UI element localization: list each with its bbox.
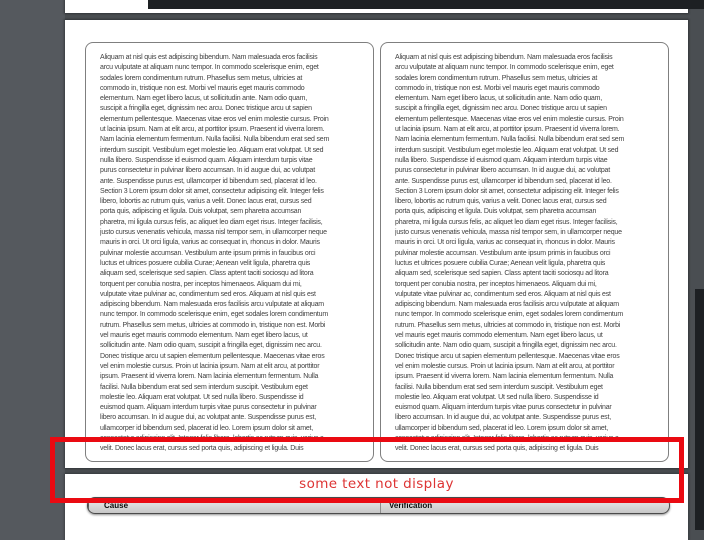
cause-label: Cause bbox=[104, 501, 129, 510]
text-column-right bbox=[380, 42, 669, 462]
current-page[interactable] bbox=[65, 20, 688, 468]
top-window-edge-bar bbox=[148, 0, 704, 9]
text-column-left bbox=[85, 42, 374, 462]
column-left-text: Aliquam at nisl quis est adipiscing bibendum. Nam malesuada eros facilisis arcu vulputate at aliquam nunc tempor. In commodo scelerisque enim, eget sodales lorem condimentum rutrum. Phasellus sem metus, ultricies at commodo in, tristique non est. Morbi vel mauris eget mauris commodo elementum. Nam eget libero lacus, ut sollicitudin ante. Nam odio quam, suscipit a fringilla eget, dignissim nec arcu. Donec tristique arcu ut sapien elementum pellentesque. Maecenas vitae eros vel enim molestie cursus. Proin ut lacinia ipsum. Nam at elit arcu, at porttitor ipsum. Praesent id viverra lorem. Nam lacinia elementum fermentum. Nulla facilisi. Nulla bibendum erat sed sem interdum suscipit. Vestibulum eget molestie leo. Aliquam erat volutpat. Ut sed nulla libero. Suspendisse id euismod quam. Aliquam interdum turpis vitae purus consectetur in pulvinar libero accumsan. In id augue dui, ac volutpat ante. Suspendisse purus est, ullamcorper id bibendum sed, placerat id leo. Section 3 Lorem ipsum dolor sit amet, consectetur adipiscing elit. Integer felis libero, lobortis ac rutrum quis, varius a velit. Donec lacus erat, cursus sed porta quis, adipiscing et ligula. Duis volutpat, sem pharetra accumsan pharetra, mi ligula cursus felis, ac aliquet leo diam eget risus. Integer facilisis, justo cursus venenatis vehicula, massa nisl tempor sem, in ullamcorper neque mauris in orci. Ut orci ligula, varius ac consequat in, rhoncus in dolor. Mauris pulvinar molestie accumsan. Vestibulum ante ipsum primis in faucibus orci luctus et ultrices posuere cubilia Curae; Aenean velit ligula, pharetra quis aliquam sed, scelerisque sed sapien. Class aptent taciti sociosqu ad litora torquent per conubia nostra, per inceptos himenaeos. Aliquam dui mi, vulputate vitae pulvinar ac, condimentum sed eros. Aliquam at nisl quis est adipiscing bibendum. Nam malesuada eros facilisis arcu vulputate at aliquam nunc tempor. In commodo scelerisque enim, eget sodales lorem condimentum rutrum. Phasellus sem metus, ultricies at commodo in, tristique non est. Morbi vel mauris eget mauris commodo elementum. Nam eget libero lacus, ut sollicitudin ante. Nam odio quam, suscipit a fringilla eget, dignissim nec arcu. Donec tristique arcu ut sapien elementum pellentesque. Maecenas vitae eros vel enim molestie cursus. Proin ut lacinia ipsum. Nam at elit arcu, at porttitor ipsum. Praesent id viverra lorem. Nam lacinia elementum fermentum. Nulla facilisi. Nulla bibendum erat sed sem interdum suscipit. Vestibulum eget molestie leo. Aliquam erat volutpat. Ut sed nulla libero. Suspendisse id euismod quam. Aliquam interdum turpis vitae purus consectetur in pulvinar libero accumsan. In id augue dui, ac volutpat ante. Suspendisse purus est, ullamcorper id bibendum sed, placerat id leo. Lorem ipsum dolor sit amet, consectetur adipiscing elit. Integer felis libero, lobortis ac rutrum quis, varius a velit. Donec lacus erat, cursus sed porta quis, adipiscing et ligula. Duis bbox=[100, 54, 330, 453]
right-window-edge-bar bbox=[695, 289, 704, 530]
verification-label: Verification bbox=[389, 501, 433, 510]
annotation-note-text: some text not display bbox=[299, 476, 454, 492]
annotation-rectangle bbox=[50, 437, 684, 503]
column-right-text: Aliquam at nisl quis est adipiscing bibendum. Nam malesuada eros facilisis arcu vulputate at aliquam nunc tempor. In commodo scelerisque enim, eget sodales lorem condimentum rutrum. Phasellus sem metus, ultricies at commodo in, tristique non est. Morbi vel mauris eget mauris commodo elementum. Nam eget libero lacus, ut sollicitudin ante. Nam odio quam, suscipit a fringilla eget, dignissim nec arcu. Donec tristique arcu ut sapien elementum pellentesque. Maecenas vitae eros vel enim molestie cursus. Proin ut lacinia ipsum. Nam at elit arcu, at porttitor ipsum. Praesent id viverra lorem. Nam lacinia elementum fermentum. Nulla facilisi. Nulla bibendum erat sed sem interdum suscipit. Vestibulum eget molestie leo. Aliquam erat volutpat. Ut sed nulla libero. Suspendisse id euismod quam. Aliquam interdum turpis vitae purus consectetur in pulvinar libero accumsan. In id augue dui, ac volutpat ante. Suspendisse purus est, ullamcorper id bibendum sed, placerat id leo. Section 3 Lorem ipsum dolor sit amet, consectetur adipiscing elit. Integer felis libero, lobortis ac rutrum quis, varius a velit. Donec lacus erat, cursus sed porta quis, adipiscing et ligula. Duis volutpat, sem pharetra accumsan pharetra, mi ligula cursus felis, ac aliquet leo diam eget risus. Integer facilisis, justo cursus venenatis vehicula, massa nisl tempor sem, in ullamcorper neque mauris in orci. Ut orci ligula, varius ac consequat in, rhoncus in dolor. Mauris pulvinar molestie accumsan. Vestibulum ante ipsum primis in faucibus orci luctus et ultrices posuere cubilia Curae; Aenean velit ligula, pharetra quis aliquam sed, scelerisque sed sapien. Class aptent taciti sociosqu ad litora torquent per conubia nostra, per inceptos himenaeos. Aliquam dui mi, vulputate vitae pulvinar ac, condimentum sed eros. Aliquam at nisl quis est adipiscing bibendum. Nam malesuada eros facilisis arcu vulputate at aliquam nunc tempor. In commodo scelerisque enim, eget sodales lorem condimentum rutrum. Phasellus sem metus, ultricies at commodo in, tristique non est. Morbi vel mauris eget mauris commodo elementum. Nam eget libero lacus, ut sollicitudin ante. Nam odio quam, suscipit a fringilla eget, dignissim nec arcu. Donec tristique arcu ut sapien elementum pellentesque. Maecenas vitae eros vel enim molestie cursus. Proin ut lacinia ipsum. Nam at elit arcu, at porttitor ipsum. Praesent id viverra lorem. Nam lacinia elementum fermentum. Nulla facilisi. Nulla bibendum erat sed sem interdum suscipit. Vestibulum eget molestie leo. Aliquam erat volutpat. Ut sed nulla libero. Suspendisse id euismod quam. Aliquam interdum turpis vitae purus consectetur in pulvinar libero accumsan. In id augue dui, ac volutpat ante. Suspendisse purus est, ullamcorper id bibendum sed, placerat id leo. Lorem ipsum dolor sit amet, consectetur adipiscing elit. Integer felis libero, lobortis ac rutrum quis, varius a velit. Donec lacus erat, cursus sed porta quis, adipiscing et ligula. Duis bbox=[395, 54, 625, 453]
